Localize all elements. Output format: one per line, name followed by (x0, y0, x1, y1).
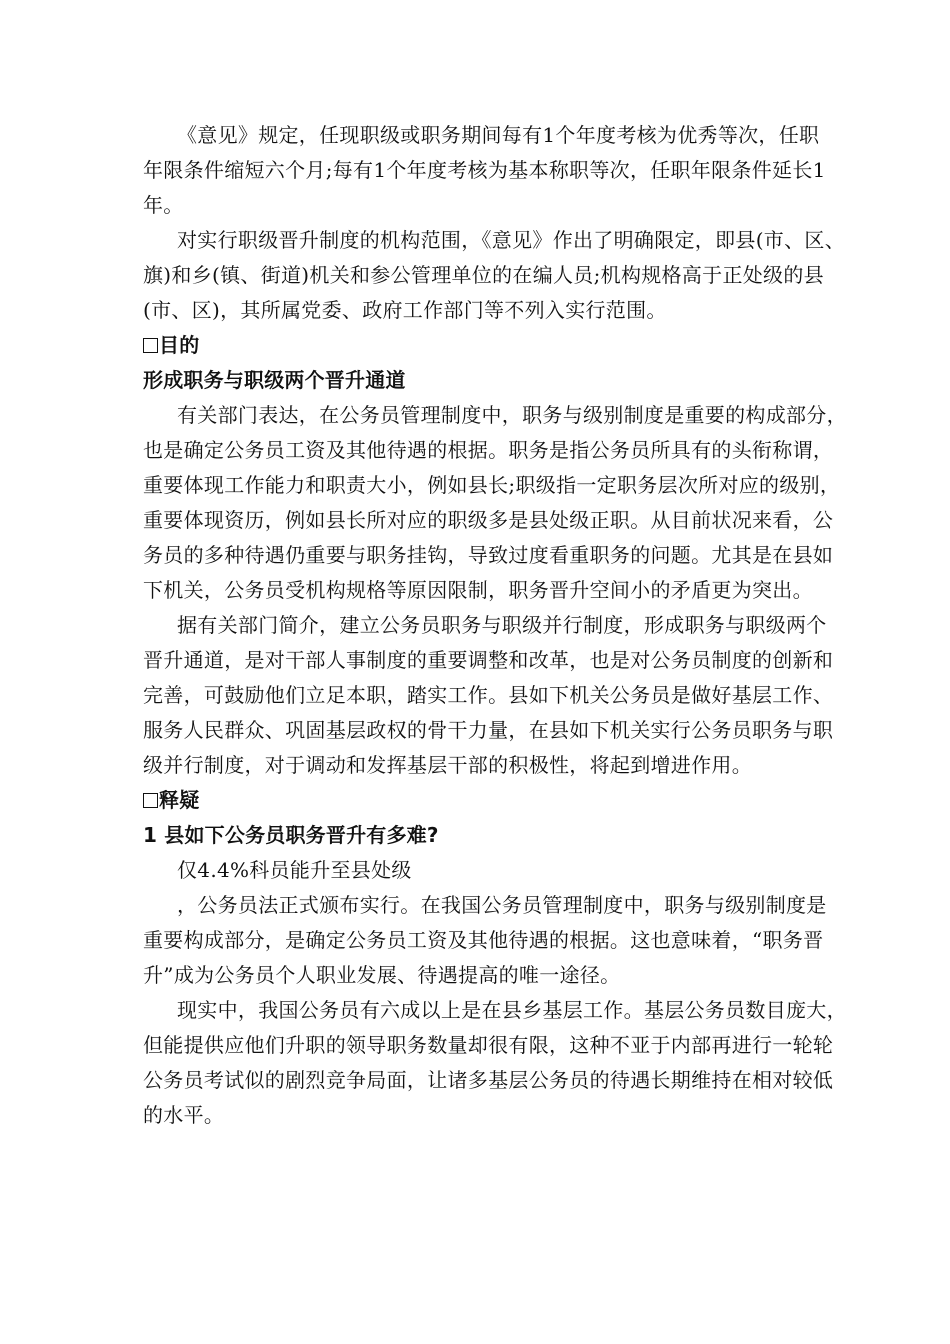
text-line: 也是确定公务员工资及其他待遇的根据。职务是指公务员所具有的头衔称谓， (143, 438, 834, 462)
text-line: 据有关部门简介，建立公务员职务与职级并行制度，形成职务与职级两个 (177, 613, 827, 637)
subheading-label: 形成职务与职级两个晋升通道 (143, 368, 406, 392)
text-line: 但能提供应他们升职的领导职务数量却很有限，这种不亚于内部再进行一轮轮 (143, 1033, 834, 1057)
subheading-label: 1 县如下公务员职务晋升有多难? (143, 823, 439, 847)
checkbox-square-icon (143, 793, 158, 808)
text-line: 年。 (143, 193, 184, 217)
paragraph-scope (143, 223, 846, 328)
text-line: 旗)和乡(镇、街道)机关和参公管理单位的在编人员;机构规格高于正处级的县 (143, 263, 824, 287)
text-line: 现实中，我国公务员有六成以上是在县乡基层工作。基层公务员数目庞大， (177, 998, 847, 1022)
text-line: 服务人民群众、巩固基层政权的骨干力量，在县如下机关实行公务员职务与职 (143, 718, 834, 742)
text-line: 《意见》规定，任现职级或职务期间每有1个年度考核为优秀等次，任职 (177, 123, 820, 147)
text-line: 仅4.4%科员能升至县处级 (177, 858, 412, 882)
paragraph-civil-servant-law (143, 888, 827, 993)
text-line: 下机关，公务员受机构规格等原因限制，职务晋升空间小的矛盾更为突出。 (143, 578, 813, 602)
section-heading-purpose (143, 328, 808, 363)
text-line: 公务员考试似的剧烈竞争局面，让诸多基层公务员的待遇长期维持在相对较低 (143, 1068, 834, 1092)
paragraph-grassroots-reality (143, 993, 847, 1133)
section-heading-clarification (143, 783, 808, 818)
text-line: 升”成为公务员个人职业发展、待遇提高的唯一途径。 (143, 963, 621, 987)
paragraph-position-and-rank (143, 398, 847, 608)
text-line: (市、区)，其所属党委、政府工作部门等不列入实行范围。 (143, 298, 667, 322)
section-heading-label: 释疑 (159, 788, 200, 812)
text-line: 完善，可鼓励他们立足本职，踏实工作。县如下机关公务员是做好基层工作、 (143, 683, 834, 707)
text-line: 级并行制度，对于调动和发挥基层干部的积极性，将起到增进作用。 (143, 753, 752, 777)
text-line: 晋升通道，是对干部人事制度的重要调整和改革，也是对公务员制度的创新和 (143, 648, 834, 672)
subheading-two-channels (143, 363, 808, 398)
subheading-promotion-difficulty (143, 818, 808, 853)
paragraph-statistic (143, 853, 808, 888)
text-line: ，公务员法正式颁布实行。在我国公务员管理制度中，职务与级别制度是 (177, 893, 827, 917)
document-body (143, 118, 847, 1133)
text-line: 年限条件缩短六个月;每有1个年度考核为基本称职等次，任职年限条件延长1 (143, 158, 826, 182)
paragraph-parallel-system (143, 608, 834, 783)
checkbox-square-icon (143, 338, 158, 353)
section-heading-label: 目的 (159, 333, 200, 357)
text-line: 有关部门表达，在公务员管理制度中，职务与级别制度是重要的构成部分， (177, 403, 847, 427)
text-line: 重要构成部分，是确定公务员工资及其他待遇的根据。这也意味着，“职务晋 (143, 928, 824, 952)
text-line: 重要体现资历，例如县长所对应的职级多是县处级正职。从目前状况来看，公 (143, 508, 834, 532)
text-line: 重要体现工作能力和职责大小，例如县长;职级指一定职务层次所对应的级别， (143, 473, 841, 497)
text-line: 对实行职级晋升制度的机构范围，《意见》作出了明确限定，即县(市、区、 (177, 228, 846, 252)
text-line: 的水平。 (143, 1103, 225, 1127)
text-line: 务员的多种待遇仍重要与职务挂钩，导致过度看重职务的问题。尤其是在县如 (143, 543, 834, 567)
paragraph-evaluation-rules (143, 118, 826, 223)
